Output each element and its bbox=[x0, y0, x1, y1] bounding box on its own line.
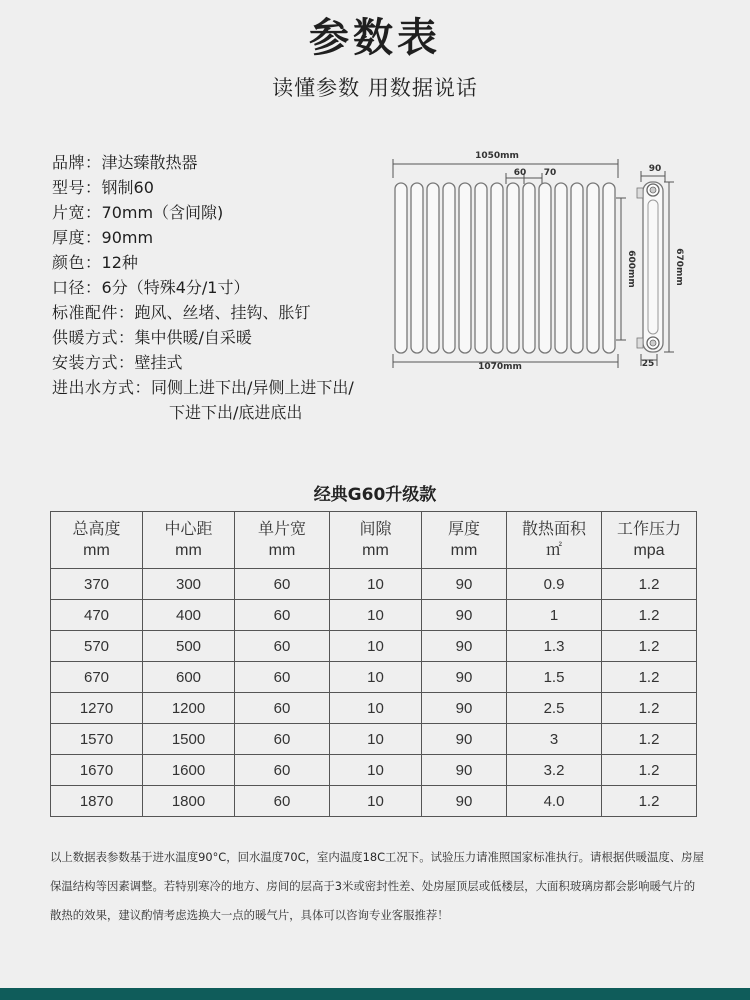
spec-water-flow-continued: 下进下出/底进底出 bbox=[169, 403, 303, 422]
table-cell: 90 bbox=[422, 631, 507, 662]
table-row bbox=[51, 755, 697, 786]
spec-value: 集中供暖/自采暖 bbox=[134, 328, 252, 347]
spec-water-flow bbox=[52, 375, 382, 400]
table-title: 经典G60升级款 bbox=[313, 485, 437, 505]
spec-label: 进出水方式： bbox=[52, 378, 152, 397]
dim-total-height: 670mm bbox=[674, 248, 684, 286]
spec-value: 钢制60 bbox=[101, 178, 154, 197]
table-cell: 10 bbox=[330, 693, 422, 724]
table-cell: 570 bbox=[51, 631, 143, 662]
table-cell: 1 bbox=[507, 600, 602, 631]
table-cell: 10 bbox=[330, 631, 422, 662]
table-cell: 1570 bbox=[51, 724, 143, 755]
table-cell: 300 bbox=[143, 569, 235, 600]
table-row bbox=[51, 631, 697, 662]
table-cell: 90 bbox=[422, 724, 507, 755]
table-cell: 90 bbox=[422, 569, 507, 600]
table-cell: 90 bbox=[422, 755, 507, 786]
header-unit: mpa bbox=[633, 542, 665, 559]
header-heat-area bbox=[507, 512, 602, 569]
spec-label: 品牌： bbox=[52, 153, 102, 172]
dim-depth: 90 bbox=[648, 164, 662, 174]
table-row bbox=[51, 662, 697, 693]
spec-accessories bbox=[52, 300, 382, 325]
spec-value: 90mm bbox=[101, 228, 154, 247]
table-cell: 60 bbox=[235, 786, 330, 817]
page-title: 参数表 bbox=[309, 15, 441, 61]
table-cell: 1.2 bbox=[602, 662, 697, 693]
table-cell: 4.0 bbox=[507, 786, 602, 817]
table-cell: 60 bbox=[235, 693, 330, 724]
table-cell: 1.2 bbox=[602, 724, 697, 755]
table-cell: 1.5 bbox=[507, 662, 602, 693]
table-cell: 1.2 bbox=[602, 755, 697, 786]
footer-bar bbox=[0, 988, 750, 1000]
table-cell: 90 bbox=[422, 662, 507, 693]
footnote: 以上数据表参数基于进水温度90°C，回水温度70C，室内温度18C工况下。试验压力请准照国家标准执行。请根据供暖温度、房屋保温结构等因素调整。若特别寒冷的地方、房间的层高于3米或密封性差、处房屋顶层或低楼层，大面积玻璃房都会影响暖气片的散热的效果，建议酌情考虑选换大一点的暖气片，具体可以咨询专业客服推荐！ bbox=[50, 850, 704, 922]
spec-value: 同侧上进下出/异侧上进下出/ bbox=[151, 378, 354, 397]
table-row bbox=[51, 693, 697, 724]
header-name: 散热面积 bbox=[521, 521, 586, 538]
parameter-table bbox=[50, 511, 697, 817]
spec-label: 型号： bbox=[52, 178, 102, 197]
spec-value: 6分（特殊4分/1寸） bbox=[101, 278, 250, 297]
spec-list bbox=[52, 150, 382, 425]
dim-bottom-width: 1070mm bbox=[478, 362, 522, 372]
table-cell: 10 bbox=[330, 724, 422, 755]
spec-caliber bbox=[52, 275, 382, 300]
dim-top-width: 1050mm bbox=[475, 151, 519, 161]
table-cell: 1600 bbox=[143, 755, 235, 786]
table-row bbox=[51, 600, 697, 631]
table-cell: 1.2 bbox=[602, 631, 697, 662]
dim-pitch: 70 bbox=[543, 168, 557, 178]
table-cell: 10 bbox=[330, 755, 422, 786]
table-cell: 90 bbox=[422, 600, 507, 631]
table-cell: 470 bbox=[51, 600, 143, 631]
table-cell: 3.2 bbox=[507, 755, 602, 786]
header-name: 单片宽 bbox=[257, 521, 306, 538]
dim-piece-width: 60 bbox=[513, 168, 527, 178]
spec-color bbox=[52, 250, 382, 275]
header-name: 中心距 bbox=[164, 521, 213, 538]
table-cell: 1.2 bbox=[602, 693, 697, 724]
spec-label: 片宽： bbox=[52, 203, 102, 222]
spec-value: 壁挂式 bbox=[134, 353, 183, 372]
table-cell: 90 bbox=[422, 786, 507, 817]
spec-brand bbox=[52, 150, 382, 175]
table-cell: 2.5 bbox=[507, 693, 602, 724]
table-cell: 10 bbox=[330, 662, 422, 693]
spec-label: 安装方式： bbox=[52, 353, 135, 372]
table-cell: 1200 bbox=[143, 693, 235, 724]
table-cell: 370 bbox=[51, 569, 143, 600]
spec-label: 供暖方式： bbox=[52, 328, 135, 347]
spec-value: 津达臻散热器 bbox=[101, 153, 198, 172]
table-cell: 670 bbox=[51, 662, 143, 693]
table-cell: 1670 bbox=[51, 755, 143, 786]
header-total-height bbox=[51, 512, 143, 569]
table-cell: 10 bbox=[330, 600, 422, 631]
spec-heating-mode bbox=[52, 325, 382, 350]
table-cell: 90 bbox=[422, 693, 507, 724]
table-cell: 1270 bbox=[51, 693, 143, 724]
table-row bbox=[51, 569, 697, 600]
spec-value: 12种 bbox=[101, 253, 138, 272]
table-cell: 1.2 bbox=[602, 786, 697, 817]
spec-value: 跑风、丝堵、挂钩、胀钉 bbox=[134, 303, 311, 322]
radiator-side-view bbox=[637, 182, 663, 352]
header-unit: mm bbox=[450, 542, 478, 559]
table-cell: 0.9 bbox=[507, 569, 602, 600]
header-unit: mm bbox=[83, 542, 110, 559]
header-name: 厚度 bbox=[447, 521, 480, 538]
table-cell: 60 bbox=[235, 600, 330, 631]
table-cell: 10 bbox=[330, 786, 422, 817]
spec-label: 标准配件： bbox=[52, 303, 135, 322]
page-subtitle: 读懂参数 用数据说话 bbox=[272, 76, 478, 100]
table-cell: 500 bbox=[143, 631, 235, 662]
table-cell: 1.2 bbox=[602, 569, 697, 600]
table-header-row bbox=[51, 512, 697, 569]
header-name: 总高度 bbox=[72, 521, 121, 538]
spec-installation bbox=[52, 350, 382, 375]
header-center-distance bbox=[143, 512, 235, 569]
table-cell: 60 bbox=[235, 755, 330, 786]
radiator-front-view bbox=[395, 183, 615, 353]
table-row bbox=[51, 786, 697, 817]
header-unit: mm bbox=[362, 542, 389, 559]
header-piece-width bbox=[235, 512, 330, 569]
header-name: 间隙 bbox=[359, 521, 392, 538]
table-cell: 600 bbox=[143, 662, 235, 693]
table-cell: 3 bbox=[507, 724, 602, 755]
spec-model bbox=[52, 175, 382, 200]
spec-thickness bbox=[52, 225, 382, 250]
spec-label: 颜色： bbox=[52, 253, 102, 272]
table-row bbox=[51, 724, 697, 755]
table-cell: 60 bbox=[235, 662, 330, 693]
dim-center-height: 600mm bbox=[626, 250, 636, 288]
table-cell: 1.2 bbox=[602, 600, 697, 631]
table-cell: 1800 bbox=[143, 786, 235, 817]
header-unit: mm bbox=[268, 542, 296, 559]
spec-label: 口径： bbox=[52, 278, 102, 297]
header-unit: mm bbox=[175, 542, 202, 559]
header-unit: ㎡ bbox=[545, 542, 562, 559]
spec-piece-width bbox=[52, 200, 382, 225]
table-cell: 10 bbox=[330, 569, 422, 600]
spec-label: 厚度： bbox=[52, 228, 102, 247]
table-cell: 60 bbox=[235, 631, 330, 662]
radiator-diagram bbox=[385, 140, 695, 380]
table-cell: 60 bbox=[235, 569, 330, 600]
table-cell: 400 bbox=[143, 600, 235, 631]
table-cell: 1.3 bbox=[507, 631, 602, 662]
header-name: 工作压力 bbox=[616, 521, 681, 538]
table-cell: 1500 bbox=[143, 724, 235, 755]
header-gap bbox=[330, 512, 422, 569]
header-thickness bbox=[422, 512, 507, 569]
header-working-pressure bbox=[602, 512, 697, 569]
dim-offset: 25 bbox=[641, 359, 655, 369]
table-cell: 1870 bbox=[51, 786, 143, 817]
table-cell: 60 bbox=[235, 724, 330, 755]
spec-value: 70mm（含间隙) bbox=[101, 203, 224, 222]
